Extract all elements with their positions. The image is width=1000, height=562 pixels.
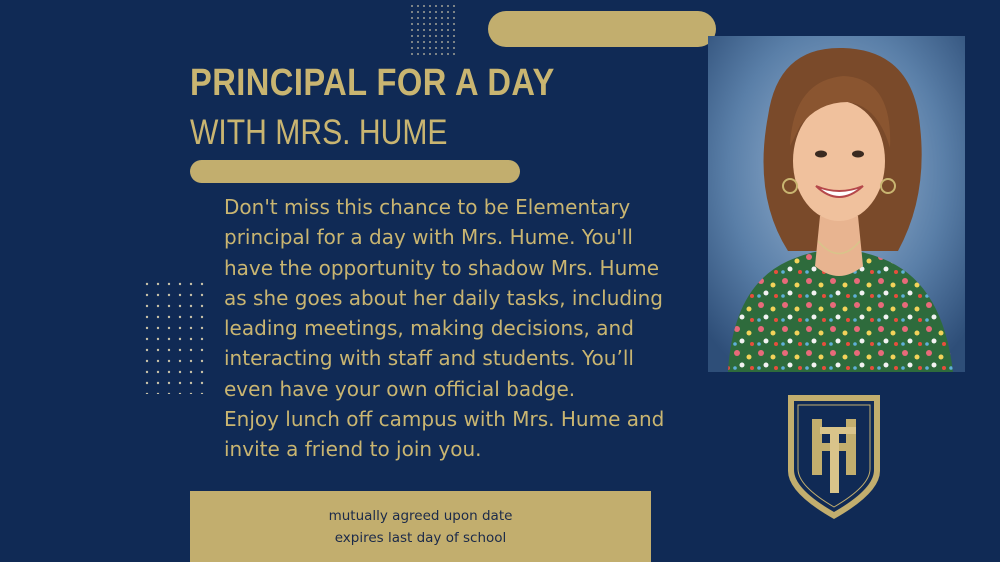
- title-underline-bar: [190, 160, 520, 183]
- terms-box: [190, 491, 651, 562]
- ht-shield-logo-icon: [786, 393, 882, 521]
- principal-portrait-icon: [708, 36, 965, 372]
- description-paragraph-2: Enjoy lunch off campus with Mrs. Hume and invite a friend to join you.: [224, 407, 665, 462]
- description: [224, 192, 684, 465]
- page-title: PRINCIPAL FOR A DAY: [190, 62, 555, 104]
- description-paragraph-1: Don't miss this chance to be Elementary principal for a day with Mrs. Hume. You'll have the opportunity to shadow Mrs. Hume as she goes about her daily tasks, including leading meetings, making decisions, and interacting with staff and students. You’ll even have your own official badge.: [224, 195, 664, 401]
- terms-line-1: mutually agreed upon date: [328, 507, 513, 524]
- top-accent-bar: [488, 11, 716, 47]
- dot-pattern-left: [145, 282, 211, 394]
- dot-pattern-top: [410, 4, 458, 58]
- page-subtitle: WITH MRS. HUME: [190, 113, 448, 152]
- terms-line-2: expires last day of school: [334, 529, 507, 546]
